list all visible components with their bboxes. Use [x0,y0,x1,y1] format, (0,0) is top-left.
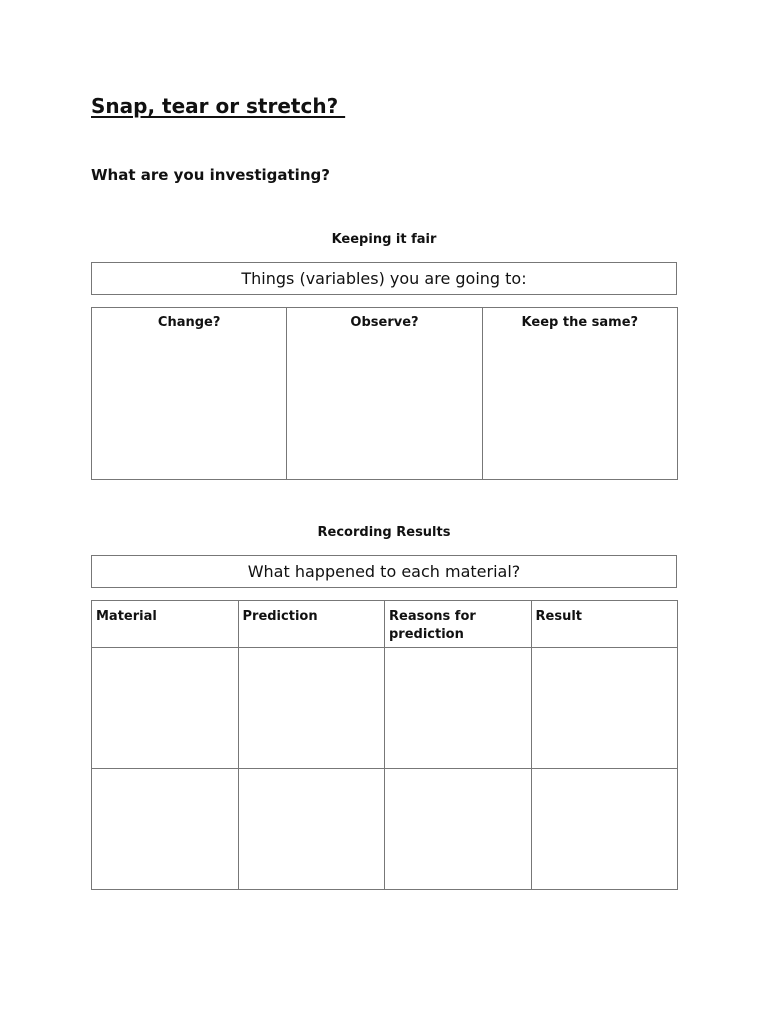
results-header-row [92,601,678,648]
table-row [92,648,678,769]
material-header: Material [92,601,239,648]
table-row [92,769,678,890]
keep-same-column: Keep the same? [482,308,677,480]
material-cell[interactable] [92,648,239,769]
results-table [91,600,678,890]
reasons-cell[interactable] [385,648,532,769]
keeping-fair-heading: Keeping it fair [331,232,437,247]
prediction-cell[interactable] [238,769,385,890]
variables-box [91,262,677,295]
prediction-header: Prediction [238,601,385,648]
reasons-header: Reasons for prediction [385,601,532,648]
material-question-box [91,555,677,588]
material-cell[interactable] [92,769,239,890]
reasons-cell[interactable] [385,769,532,890]
investigation-question: What are you investigating? [91,166,330,184]
prediction-cell[interactable] [238,648,385,769]
recording-results-heading: Recording Results [317,525,451,540]
result-header: Result [531,601,678,648]
result-cell[interactable] [531,648,678,769]
observe-column: Observe? [287,308,482,480]
variables-table-row [92,308,678,480]
result-cell[interactable] [531,769,678,890]
change-column: Change? [92,308,287,480]
variables-table [91,307,678,480]
material-question-text: What happened to each material? [247,562,521,581]
variables-box-text: Things (variables) you are going to: [241,269,527,288]
page-title: Snap, tear or stretch? [91,94,346,118]
